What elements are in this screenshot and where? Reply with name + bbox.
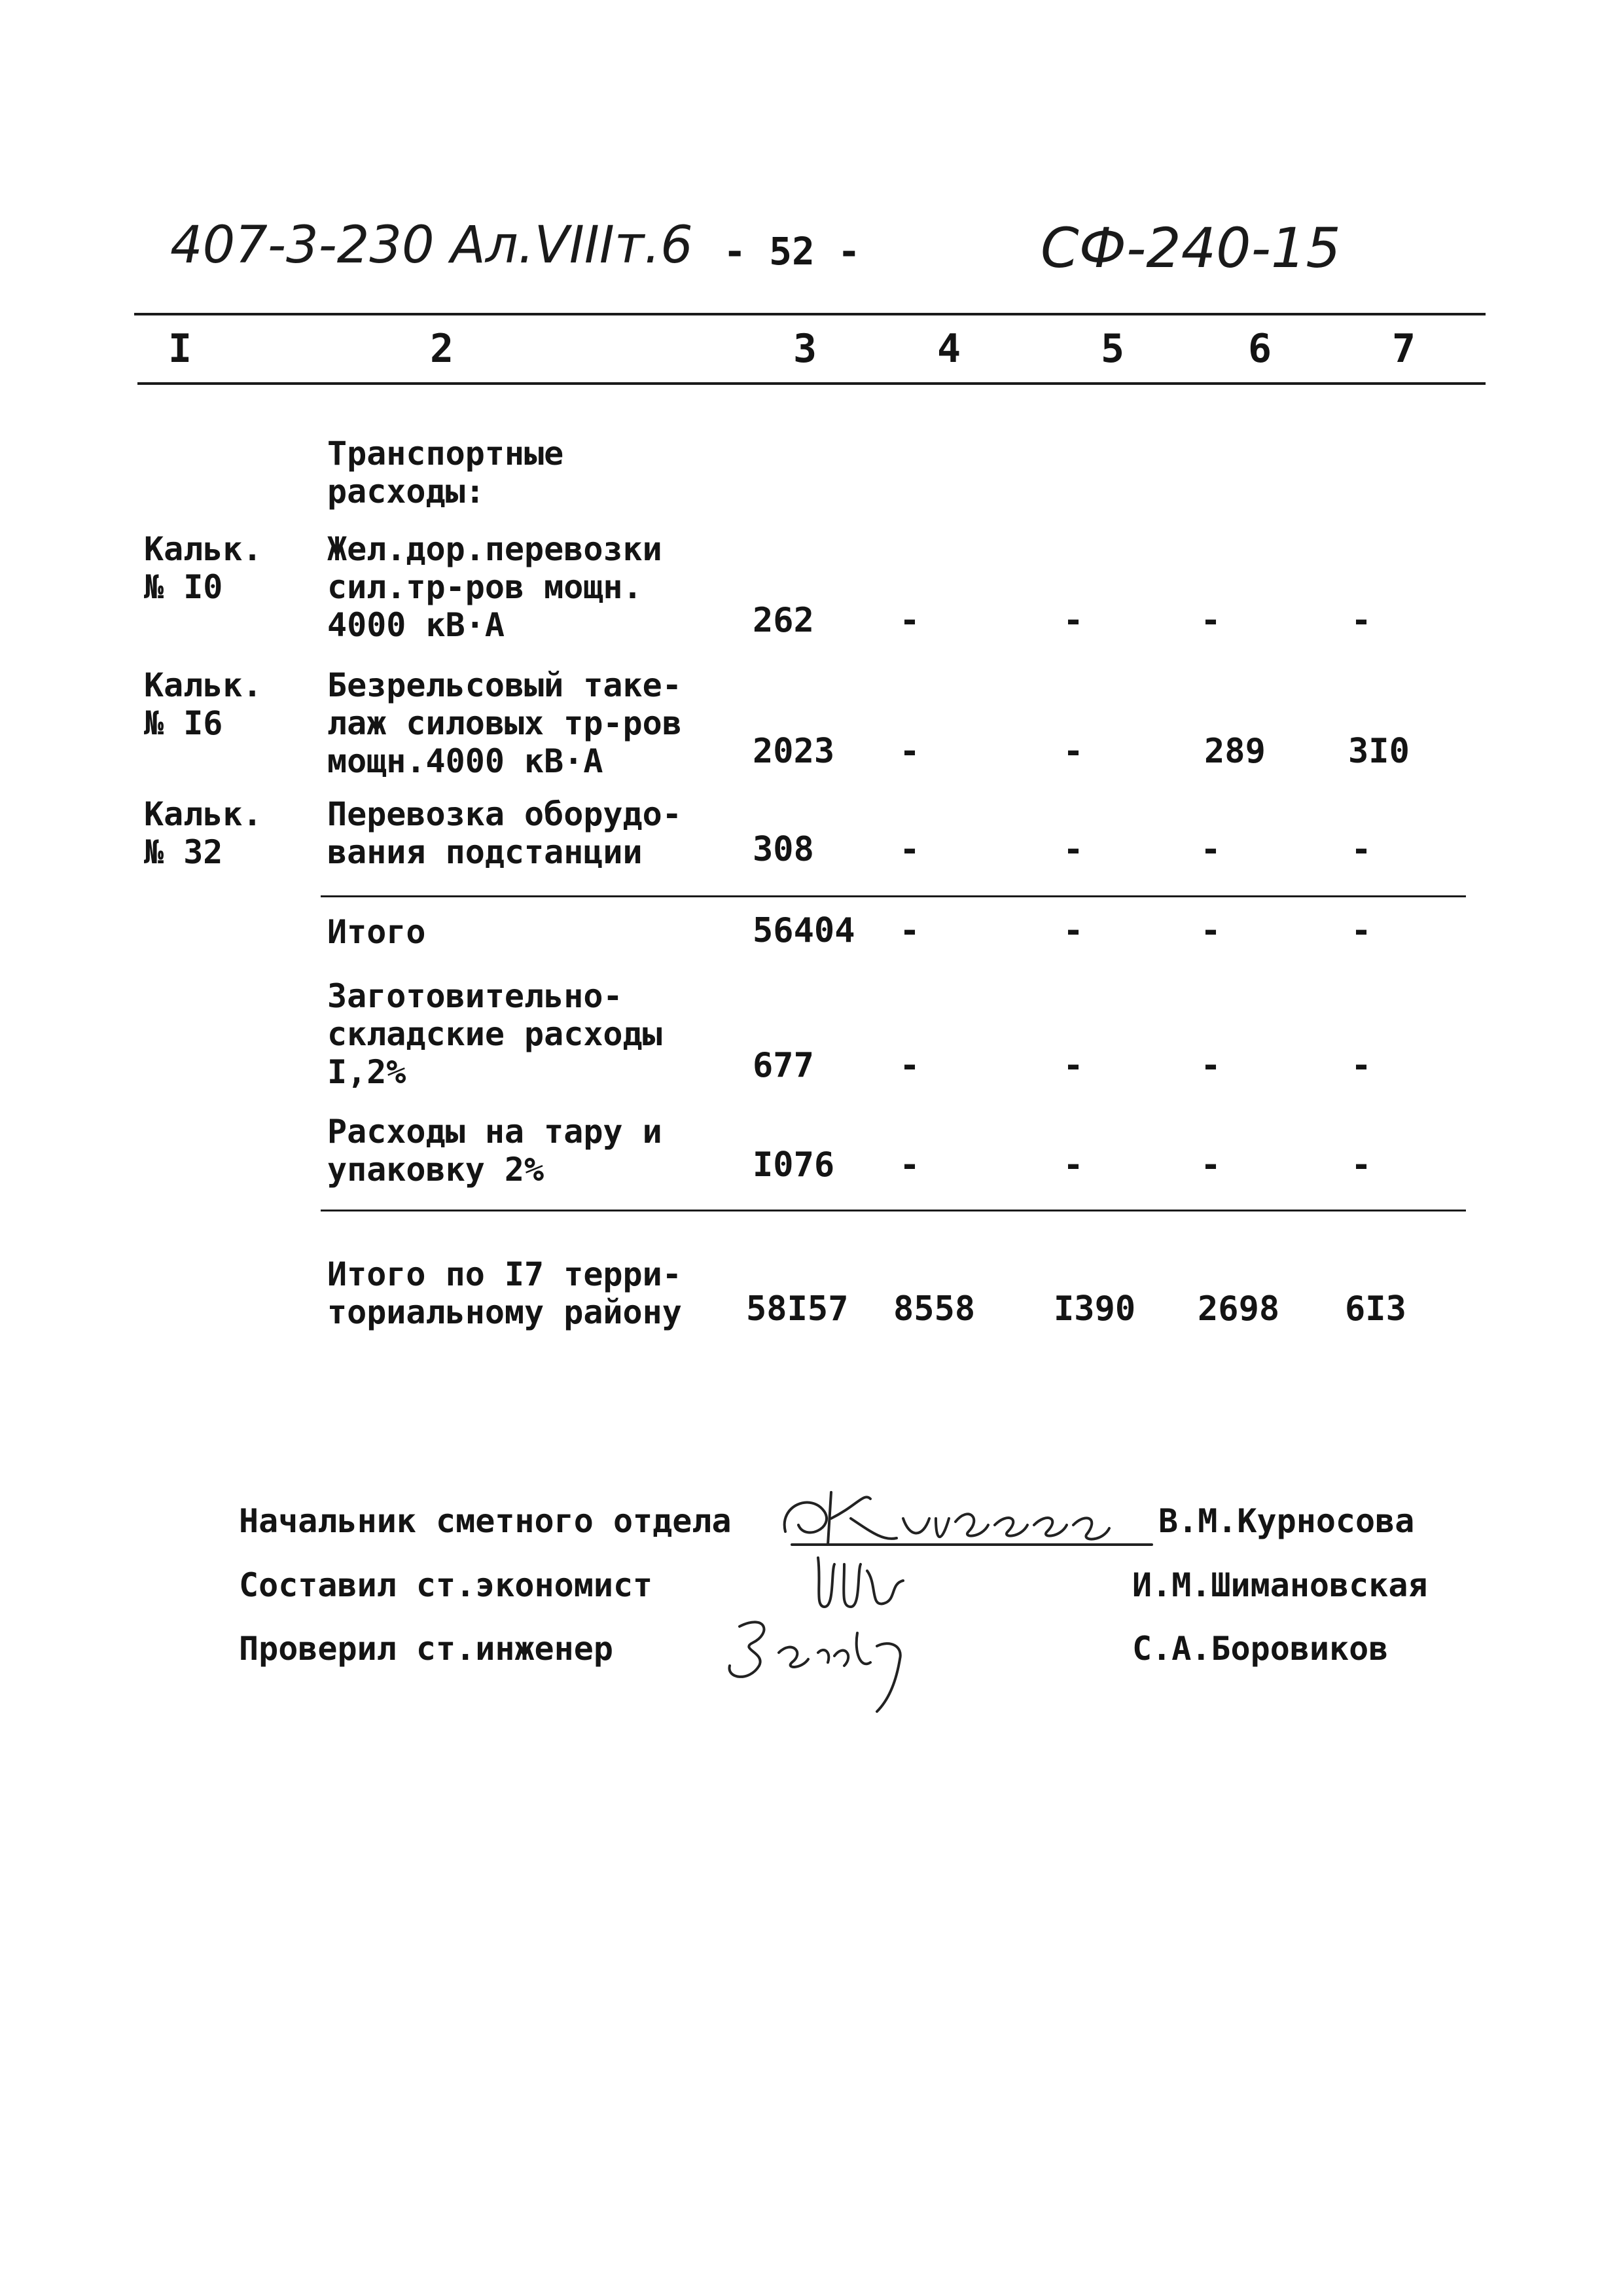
signatory-name: И.М.Шимановская [1132,1566,1428,1604]
cell-col7: - [1351,830,1372,869]
cell-col4: - [899,601,920,640]
total-rule [321,1210,1466,1211]
subtotal-rule [321,895,1466,897]
cell-col7: - [1351,1046,1372,1085]
cell-col3: 262 [753,601,814,640]
signatory-name: В.М.Курносова [1158,1502,1415,1540]
cell-col7: 3I0 [1348,732,1410,771]
column-header-6: 6 [1247,326,1272,372]
cell-col4: - [899,911,920,950]
signatory-role: Проверил ст.инженер [239,1630,613,1668]
row-description: Итого по I7 терри- ториальному району [327,1255,682,1331]
page-number: - 52 - [723,229,861,274]
signatory-role: Составил ст.экономист [239,1566,653,1604]
cell-col3: I076 [753,1145,835,1185]
signature-borovikov [713,1607,949,1727]
table-top-rule [134,313,1486,315]
cell-col5: - [1063,601,1084,640]
document-code-left: 407-3-230 Ал.VIIIт.6 [170,216,693,275]
column-header-3: 3 [793,326,817,372]
column-header-4: 4 [936,326,961,372]
column-header-7: 7 [1391,326,1416,372]
row-description: Заготовительно- складские расходы I,2% [327,977,662,1091]
cell-col6: - [1200,830,1221,869]
row-description: Безрельсовый таке- лаж силовых тр-ров мощн.4000 кВ·А [327,666,682,780]
cell-col5: - [1063,732,1084,771]
cell-col4: 8558 [893,1289,976,1329]
row-description: Итого [327,913,426,951]
column-header-2: 2 [429,326,454,372]
table-header-rule [137,382,1486,385]
column-header-1: I [168,326,192,372]
signatory-role: Начальник сметного отдела [239,1502,732,1540]
cell-col6: - [1200,1145,1221,1185]
cell-col7: - [1351,1145,1372,1185]
cell-col6: - [1200,1046,1221,1085]
cell-col5: - [1063,1046,1084,1085]
cell-col7: 6I3 [1345,1289,1406,1329]
section-title: Транспортные расходы: [327,435,564,511]
cell-col6: 289 [1204,732,1266,771]
cell-col3: 58I57 [746,1289,849,1329]
cell-col3: 2023 [753,732,835,771]
cell-col7: - [1351,911,1372,950]
cell-col5: - [1063,1145,1084,1185]
cell-col5: I390 [1054,1289,1136,1329]
row-ref: Кальк. № 32 [144,795,262,871]
cell-col4: - [899,1145,920,1185]
cell-col3: 677 [753,1046,814,1085]
cell-col7: - [1351,601,1372,640]
cell-col4: - [899,830,920,869]
document-code-right: СФ-240-15 [1041,216,1341,280]
row-ref: Кальк. № I6 [144,666,262,742]
cell-col6: - [1200,911,1221,950]
cell-col4: - [899,732,920,771]
cell-col4: - [899,1046,920,1085]
cell-col3: 308 [753,830,814,869]
cell-col6: - [1200,601,1221,640]
cell-col3: 56404 [753,911,855,950]
cell-col5: - [1063,830,1084,869]
row-description: Расходы на тару и упаковку 2% [327,1113,662,1189]
cell-col6: 2698 [1198,1289,1280,1329]
column-header-5: 5 [1100,326,1125,372]
signatory-name: С.А.Боровиков [1132,1630,1389,1668]
cell-col5: - [1063,911,1084,950]
row-ref: Кальк. № I0 [144,530,262,606]
row-description: Перевозка оборудо- вания подстанции [327,795,682,871]
row-description: Жел.дор.перевозки сил.тр-ров мощн. 4000 кВ·А [327,530,662,644]
